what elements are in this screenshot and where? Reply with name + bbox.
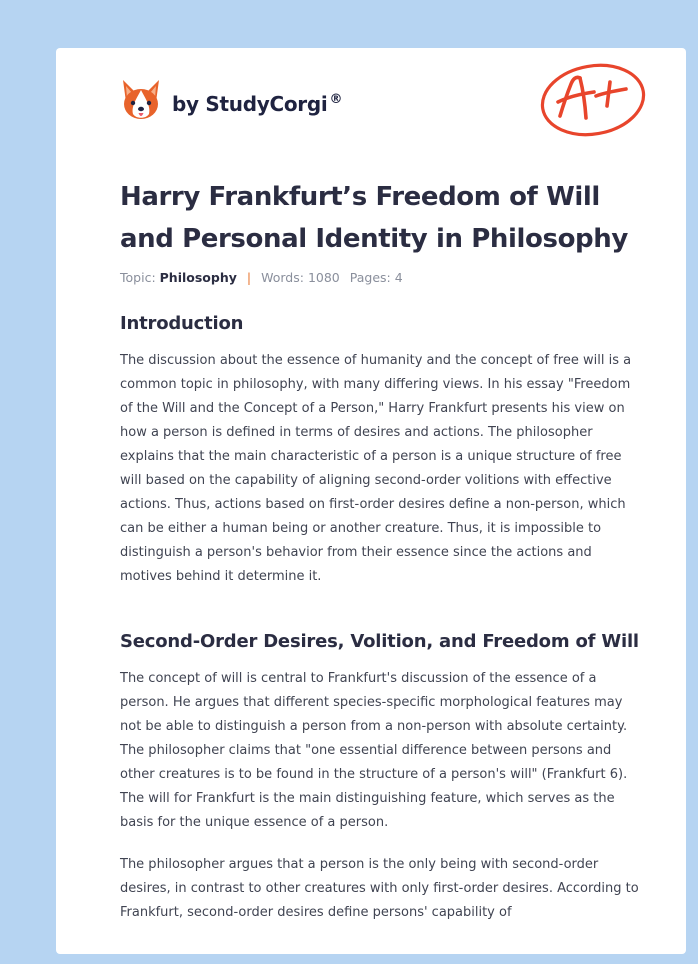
- topic-link[interactable]: Philosophy: [159, 270, 237, 285]
- document-page: [56, 48, 686, 954]
- body-paragraph: The concept of will is central to Frankfurt's discussion of the essence of a person. He argues that different species-specific morphological features may not be able to distinguish a person from a non-person with absolute certainty. The philosopher claims that "one essential difference between persons and other creatures is to be found in the structure of a person's will" (Frankfurt 6). The will for Frankfurt is the main distinguishing feature, which serves as the basis for the unique essence of a person.: [120, 671, 628, 830]
- pages-value: 4: [394, 270, 403, 285]
- pages-label: Pages:: [349, 270, 391, 285]
- words-label: Words:: [261, 270, 304, 285]
- article-title: Harry Frankfurt’s Freedom of Will and Personal Identity in Philosophy: [120, 182, 628, 254]
- grade-a-plus-icon: [536, 58, 648, 140]
- topic-label: Topic:: [120, 270, 156, 285]
- registered-mark: ®: [329, 92, 343, 108]
- body-paragraph: The philosopher argues that a person is the only being with second-order desires, in contrast to other creatures with only first-order desires. According to Frankfurt, second-order desires define persons' capability of: [120, 857, 639, 920]
- meta-separator: |: [246, 270, 252, 285]
- article-meta: [120, 270, 403, 285]
- words-value: 1080: [307, 270, 340, 285]
- brand-name: by StudyCorgi ®: [172, 92, 343, 116]
- section-heading-second-order: Second-Order Desires, Volition, and Freedom of Will: [120, 631, 639, 652]
- brand-logo[interactable]: [120, 76, 342, 122]
- intro-paragraph: The discussion about the essence of humanity and the concept of free will is a common topic in philosophy, with many differing views. In his essay "Freedom of the Will and the Concept of a Person," Harry Frankfurt presents his view on how a person is defined in terms of desires and actions. The philosopher explains that the main characteristic of a person is a unique structure of free will based on the capability of aligning second-order volitions with effective actions. Thus, actions based on first-order desires define a non-person, which can be either a human being or another creature. Thus, it is impossible to distinguish a person's behavior from their essence since the actions and motives behind it determine it.: [120, 353, 632, 584]
- section-heading-introduction: Introduction: [120, 313, 244, 334]
- corgi-logo-icon: [120, 76, 162, 122]
